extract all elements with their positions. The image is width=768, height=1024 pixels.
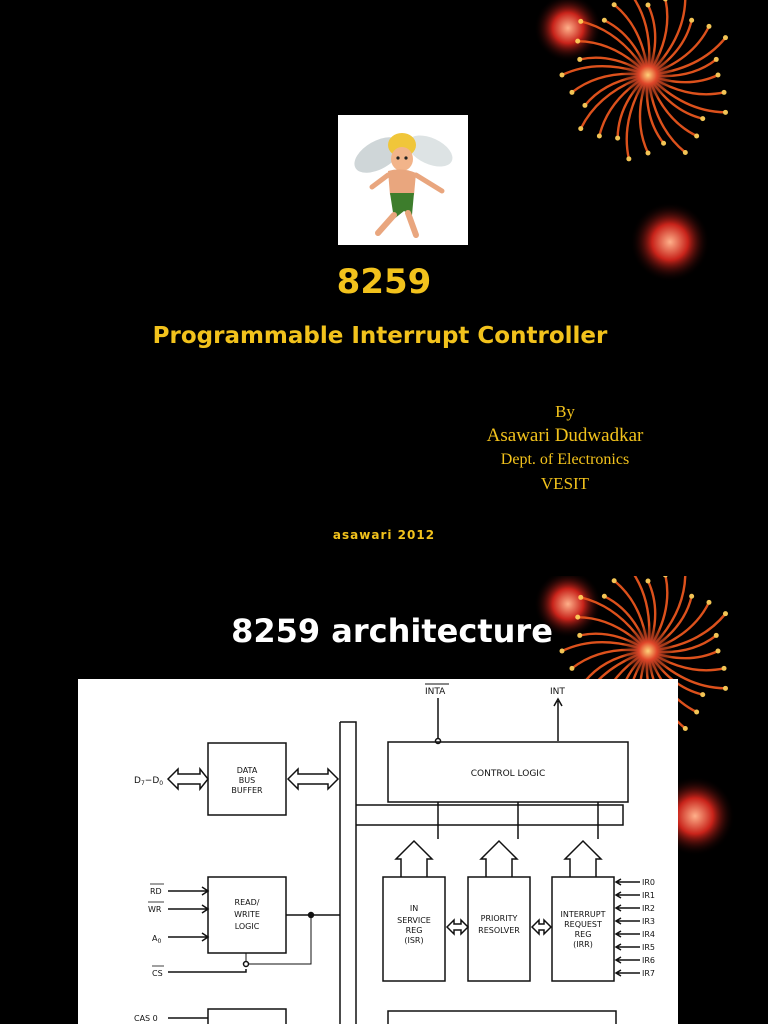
data-bus-label-3: BUFFER — [231, 786, 263, 795]
interrupt-mask-block — [388, 1011, 616, 1024]
isr-label-3: REG — [405, 926, 423, 935]
ir-line — [616, 957, 640, 963]
pr-label-2: RESOLVER — [478, 926, 520, 935]
rw-label-3: LOGIC — [234, 922, 260, 931]
firework-decoration-icon — [530, 0, 768, 290]
ir-line — [616, 918, 640, 924]
slide-title: 8259 architecture — [231, 612, 553, 650]
ir-line — [616, 970, 640, 976]
irr-label-1: INTERRUPT — [560, 910, 606, 919]
ir-line — [616, 879, 640, 885]
architecture-diagram — [78, 679, 678, 1024]
cascade-buffer-block — [208, 1009, 286, 1024]
isr-label-4: (ISR) — [404, 936, 424, 945]
inta-label: INTA — [425, 687, 446, 697]
wr-label: WR — [148, 905, 162, 914]
author-name: Asawari Dudwadkar — [486, 425, 644, 446]
isr-label-2: SERVICE — [397, 916, 431, 925]
rw-label-1: READ/ — [234, 898, 260, 907]
slide-footer: asawari 2012 — [332, 528, 436, 542]
a0-label: $A_0$ — [152, 934, 162, 945]
fairy-image — [338, 115, 468, 245]
ir-line — [616, 931, 640, 937]
slide-subtitle: Programmable Interrupt Controller — [152, 323, 608, 349]
author-block — [440, 400, 690, 496]
ir-label: IR4 — [642, 930, 656, 939]
irr-label-2: REQUEST — [564, 920, 602, 929]
cas-label: CAS 0 — [134, 1014, 158, 1023]
data-pins-label: $D_7-D_0$ — [134, 776, 164, 787]
ir-label: IR7 — [642, 969, 656, 978]
ir-label: IR2 — [642, 904, 656, 913]
pr-label-1: PRIORITY — [480, 914, 518, 923]
data-bus-label-2: BUS — [238, 776, 256, 785]
ir-line — [616, 892, 640, 898]
isr-label-1: IN — [409, 904, 419, 913]
ir-line — [616, 905, 640, 911]
data-bus-label-1: DATA — [236, 766, 258, 775]
by-label: By — [555, 402, 575, 421]
ir-line — [616, 944, 640, 950]
ir-lines — [616, 878, 655, 978]
control-logic-label: CONTROL LOGIC — [470, 769, 546, 779]
internal-bus-horizontal — [356, 805, 623, 825]
architecture-slide — [0, 576, 768, 1024]
author-dept: Dept. of Electronics — [500, 451, 630, 468]
int-label: INT — [550, 687, 565, 697]
irr-label-4: (IRR) — [573, 940, 593, 949]
ir-label: IR0 — [642, 878, 656, 887]
rw-label-2: WRITE — [234, 910, 260, 919]
rd-label: RD — [150, 887, 162, 896]
author-institute: VESIT — [540, 474, 590, 493]
ir-label: IR6 — [642, 956, 656, 965]
slide-title: 8259 — [336, 262, 432, 302]
ir-label: IR1 — [642, 891, 656, 900]
irr-label-3: REG — [574, 930, 592, 939]
ir-label: IR5 — [642, 943, 656, 952]
cs-label: CS — [152, 969, 163, 978]
ir-label: IR3 — [642, 917, 656, 926]
irr-block — [552, 877, 614, 981]
internal-bus — [340, 722, 356, 1024]
